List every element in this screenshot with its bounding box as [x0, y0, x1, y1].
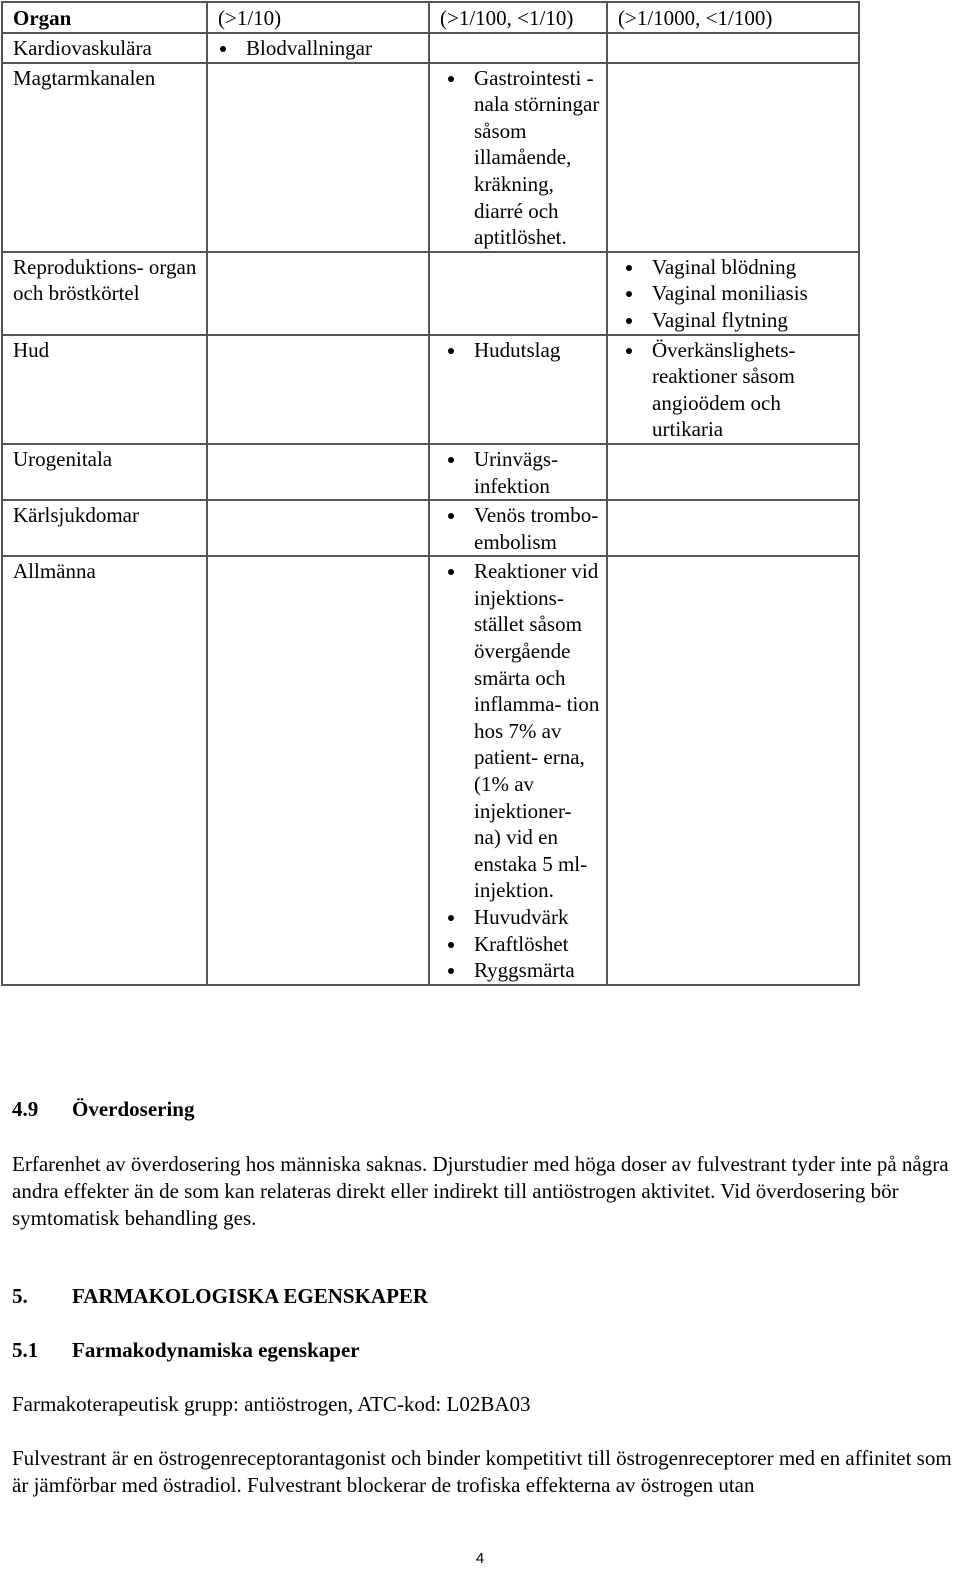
freq-cell-very-common — [207, 63, 429, 252]
section-number: 4.9 — [12, 1097, 39, 1121]
section-number: 5.1 — [12, 1338, 39, 1362]
organ-cell: Urogenitala — [2, 444, 207, 500]
header-very-common: (>1/10) — [207, 2, 429, 33]
freq-cell-common — [429, 252, 607, 335]
list-item: Vaginal flytning — [618, 307, 852, 334]
header-common: (>1/100, <1/10) — [429, 2, 607, 33]
table-row — [2, 335, 859, 444]
organ-cell: Reproduktions- organ och bröstkörtel — [2, 252, 207, 335]
section-number: 5. — [12, 1284, 28, 1308]
page-number: 4 — [475, 1550, 485, 1567]
organ-cell: Allmänna — [2, 556, 207, 985]
table-row — [2, 252, 859, 335]
list-item: Överkänslighets- reaktioner såsom angioödem och urtikaria — [618, 337, 852, 443]
freq-cell-very-common — [207, 335, 429, 444]
freq-cell-common — [429, 33, 607, 63]
list-item: Gastrointesti -nala störningar såsom illamående, kräkning, diarré och aptitlöshet. — [440, 65, 600, 251]
freq-cell-uncommon — [607, 444, 859, 500]
organ-cell: Hud — [2, 335, 207, 444]
freq-cell-very-common — [207, 444, 429, 500]
freq-cell-uncommon — [607, 335, 859, 444]
table-row — [2, 556, 859, 985]
list-item: Ryggsmärta — [440, 957, 600, 984]
freq-cell-common — [429, 444, 607, 500]
freq-cell-uncommon — [607, 252, 859, 335]
freq-cell-very-common — [207, 556, 429, 985]
overdose-paragraph: Erfarenhet av överdosering hos människa saknas. Djurstudier med höga doser av fulvestrant tyder inte på några andra effekter än de som kan relateras direkt eller indirekt till antiöstrogen aktivitet. Vid överdosering bör symtomatisk behandling ges. — [12, 1152, 949, 1230]
freq-cell-common — [429, 500, 607, 556]
freq-cell-uncommon — [607, 63, 859, 252]
list-item: Kraftlöshet — [440, 931, 600, 958]
list-item: Vaginal moniliasis — [618, 280, 852, 307]
freq-cell-uncommon — [607, 556, 859, 985]
table-row — [2, 500, 859, 556]
freq-cell-common — [429, 335, 607, 444]
table-row — [2, 63, 859, 252]
list-item: Huvudvärk — [440, 904, 600, 931]
list-item: Reaktioner vid injektions- stället såsom övergående smärta och inflamma- tion hos 7% av patient- erna, (1% av injektioner- na) vid en enstaka 5 ml-injektion. — [440, 558, 600, 904]
organ-cell: Kärlsjukdomar — [2, 500, 207, 556]
organ-cell: Kardiovaskulära — [2, 33, 207, 63]
freq-cell-common — [429, 556, 607, 985]
list-item: Blodvallningar — [212, 35, 422, 62]
organ-cell: Magtarmkanalen — [2, 63, 207, 252]
list-item: Vaginal blödning — [618, 254, 852, 281]
section-title: FARMAKOLOGISKA EGENSKAPER — [72, 1284, 429, 1308]
freq-cell-uncommon — [607, 500, 859, 556]
freq-cell-uncommon — [607, 33, 859, 63]
table-row — [2, 33, 859, 63]
section-title: Farmakodynamiska egenskaper — [72, 1338, 360, 1362]
freq-cell-very-common — [207, 500, 429, 556]
pharmacotherapeutic-group: Farmakoterapeutisk grupp: antiöstrogen, ATC-kod: L02BA03 — [12, 1392, 531, 1416]
adverse-reactions-table — [1, 1, 860, 986]
list-item: Urinvägs- infektion — [440, 446, 600, 499]
header-organ: Organ — [2, 2, 207, 33]
freq-cell-very-common — [207, 33, 429, 63]
header-uncommon: (>1/1000, <1/100) — [607, 2, 859, 33]
section-title: Överdosering — [72, 1097, 195, 1121]
table-header-row — [2, 2, 859, 33]
fulvestrant-paragraph: Fulvestrant är en östrogenreceptorantagonist och binder kompetitivt till östrogenreceptorer med en affinitet som är jämförbar med östradiol. Fulvestrant blockerar de trofiska effekterna av östrogen utan — [12, 1446, 952, 1497]
list-item: Venös trombo- embolism — [440, 502, 600, 555]
freq-cell-very-common — [207, 252, 429, 335]
list-item: Hudutslag — [440, 337, 600, 364]
table-row — [2, 444, 859, 500]
freq-cell-common — [429, 63, 607, 252]
